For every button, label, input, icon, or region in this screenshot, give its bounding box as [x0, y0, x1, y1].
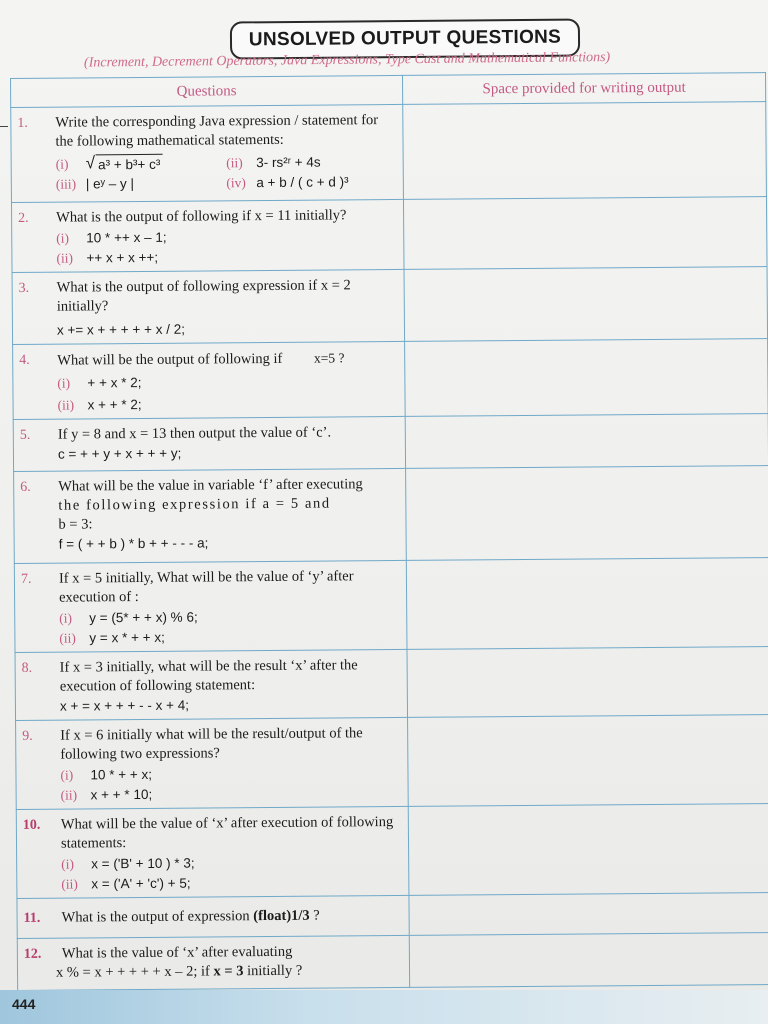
question-number: 9. [22, 728, 33, 744]
answer-space[interactable] [409, 893, 768, 936]
question-tail: ? [313, 907, 320, 924]
part-expression: + + x * 2; [87, 374, 142, 391]
answer-space[interactable] [407, 647, 768, 718]
subtitle: (Increment, Decrement Operators, Java Expressions, Type Cast and Mathematical Functions) [83, 50, 611, 71]
question-row-1 [11, 102, 767, 203]
radical-sign: √ [85, 153, 96, 173]
answer-space[interactable] [403, 197, 767, 270]
part-label: (i) [60, 767, 74, 783]
questions-table [10, 72, 768, 991]
question-condition: x = 3 [213, 963, 244, 980]
page-title: UNSOLVED OUTPUT QUESTIONS [248, 26, 562, 51]
part-label: (i) [61, 856, 74, 872]
answer-space[interactable] [405, 339, 768, 417]
part-label: (i) [57, 375, 71, 391]
part-label: (i) [56, 230, 70, 246]
part-expression: | eʸ – y | [85, 176, 135, 192]
part-label: (ii) [59, 630, 76, 646]
question-condition: x=5 ? [313, 350, 345, 366]
question-text: the following expression if a = 5 and [58, 495, 331, 514]
question-text: What will be the output of following if [57, 350, 283, 369]
question-number: 10. [22, 817, 41, 833]
margin-mark [0, 126, 8, 127]
answer-space[interactable] [408, 804, 768, 896]
question-number: 8. [21, 660, 33, 676]
part-label: (i) [55, 156, 69, 172]
question-number: 3. [18, 280, 30, 296]
question-number: 6. [20, 479, 31, 495]
question-number: 12. [23, 946, 42, 962]
question-text: b = 3: [58, 516, 93, 533]
question-row-10 [16, 804, 768, 899]
question-row-7 [14, 558, 768, 653]
question-number: 7. [20, 571, 32, 587]
question-row-11 [17, 893, 768, 939]
question-bold-expression: (float)1/3 [253, 907, 310, 925]
question-number: 5. [19, 427, 31, 443]
question-text: If x = 6 initially what will be the result/output of the following two expressions? [60, 725, 363, 763]
code-expression: x + = x + + + - - x + 4; [59, 697, 190, 714]
question-row-12 [17, 933, 768, 991]
part-label: (ii) [226, 155, 243, 171]
part-expression: 10 * + + x; [90, 766, 153, 783]
question-row-8 [15, 647, 768, 721]
code-expression: x % = x + + + + + x – 2; if [55, 963, 210, 981]
header-answer-space: Space provided for writing output [402, 73, 765, 105]
answer-space[interactable] [405, 414, 768, 469]
question-row-4 [13, 339, 768, 420]
part-expression: x + + * 10; [90, 786, 153, 803]
part-expression: ++ x + x ++; [86, 249, 159, 266]
question-text: If y = 8 and x = 13 then output the value of ‘c’. [57, 424, 332, 443]
question-text: What is the output of following if x = 11 initially? [56, 207, 347, 226]
part-label: (ii) [56, 250, 73, 266]
header-questions: Questions [11, 75, 403, 107]
question-text: What will be the value in variable ‘f’ after executing [58, 476, 363, 495]
question-number: 2. [18, 210, 29, 226]
question-text: What will be the value of ‘x’ after execution of following statements: [60, 814, 394, 852]
answer-space[interactable] [406, 466, 768, 561]
part-label: (ii) [61, 876, 78, 892]
question-row-5 [13, 414, 768, 472]
question-text: What is the value of ‘x’ after evaluating [61, 943, 293, 962]
part-expression: 3- rs²ʳ + 4s [256, 154, 321, 171]
part-label: (iv) [226, 175, 246, 191]
question-text: If x = 5 initially, What will be the value of ‘y’ after execution of : [58, 568, 354, 606]
question-text: What is the output of following expression if x = 2 initially? [56, 277, 351, 315]
question-number: 1. [17, 115, 28, 131]
part-label: (i) [59, 610, 73, 626]
code-expression: c = + + y + x + + + y; [57, 445, 182, 462]
question-tail: initially ? [247, 962, 303, 980]
part-expression: a + b / ( c + d )³ [256, 174, 349, 191]
answer-space[interactable] [403, 102, 767, 200]
answer-space[interactable] [404, 267, 768, 342]
part-expression: x + + * 2; [87, 396, 142, 413]
part-expression: x = ('B' + 10 ) * 3; [91, 855, 195, 872]
code-expression: x += x + + + + + x / 2; [56, 321, 186, 338]
answer-space[interactable] [406, 558, 768, 650]
question-row-3 [12, 267, 768, 345]
question-text: If x = 3 initially, what will be the result ‘x’ after the execution of following statement: [59, 657, 358, 695]
footer-band [0, 990, 768, 1024]
question-row-6 [14, 466, 768, 564]
question-number: 4. [19, 352, 30, 368]
question-row-2 [11, 197, 767, 273]
part-expression: 10 * ++ x – 1; [86, 229, 167, 246]
part-label: (ii) [57, 397, 75, 413]
answer-space[interactable] [409, 933, 768, 988]
part-expression: y = x * + + x; [89, 629, 165, 646]
part-label: (ii) [60, 787, 78, 803]
question-row-9 [16, 715, 768, 810]
question-text: What is the output of expression [61, 908, 250, 926]
question-number: 11. [23, 910, 41, 926]
answer-space[interactable] [408, 715, 768, 807]
question-text: Write the corresponding Java expression / statement for the following mathematical statements: [55, 112, 379, 150]
code-expression: f = ( + + b ) * b + + - - - a; [58, 535, 209, 552]
sqrt-expression: √ a³ + b³+ c³ [86, 154, 163, 175]
part-label: (iii) [55, 176, 77, 192]
part-expression: y = (5* + + x) % 6; [89, 609, 198, 626]
page-number: 444 [12, 996, 36, 1012]
part-expression: x = ('A' + 'c') + 5; [91, 875, 191, 892]
